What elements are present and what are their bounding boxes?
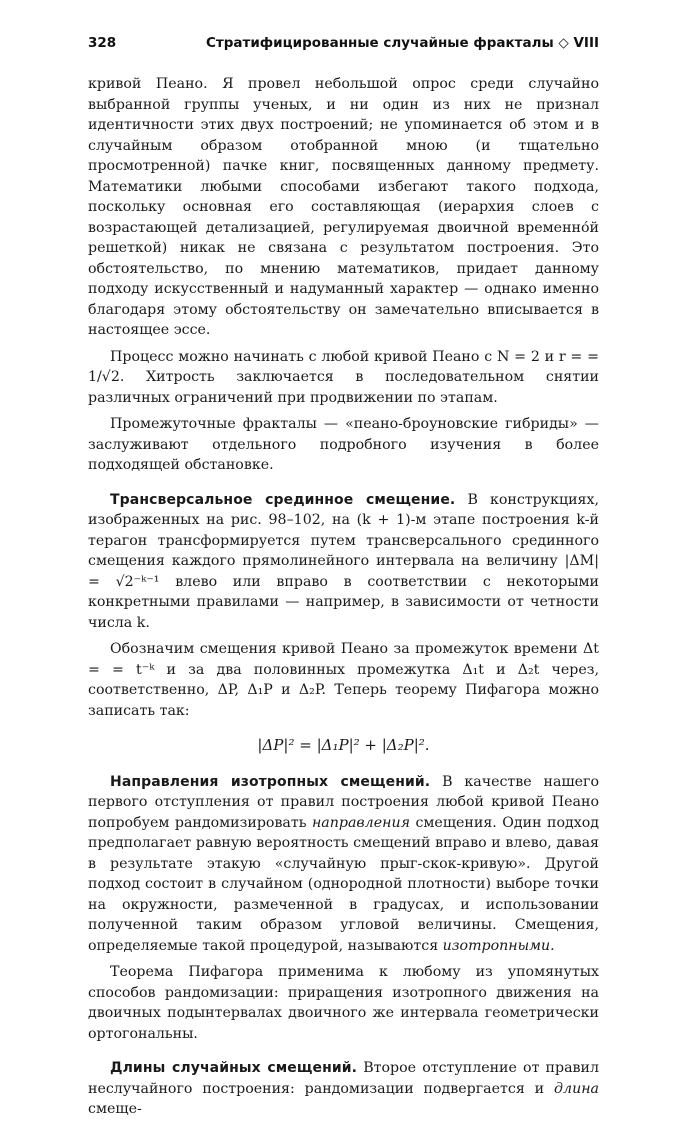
paragraph-pythagoras: Теорема Пифагора применима к любому из упомянутых способов рандомизации: приращения изотропного движения на двоичных подынтервалах двоичного же интервала геометрически ортогональны. bbox=[88, 964, 599, 1042]
section-text-isotropic-a: В качестве нашего первого отступления от правил построения любой кривой Пеано попробуем рандомизировать bbox=[88, 773, 600, 831]
section-isotropic bbox=[88, 772, 599, 957]
paragraph-displacements: Обозначим смещения кривой Пеано за промежуток времени Δt = = t⁻ᵏ и за два половинных промежутка Δ₁t и Δ₂t через, соответственно, ΔP, Δ₁P и Δ₂P. Теперь теорему Пифагора можно записать так: bbox=[88, 641, 599, 719]
emphasis-directions: направления bbox=[311, 814, 410, 831]
paragraph-process: Процесс можно начинать с любой кривой Пеано с N = 2 и r = = 1/√2. Хитрость заключается в последовательном снятии различных ограничений при продвижении по этапам. bbox=[88, 348, 599, 406]
section-transverse bbox=[88, 490, 599, 634]
section-heading-isotropic: Направления изотропных смещений. bbox=[110, 773, 431, 790]
section-heading-transverse: Трансверсальное срединное смещение. bbox=[110, 491, 456, 508]
emphasis-length: длина bbox=[554, 1080, 600, 1097]
page-body bbox=[88, 74, 599, 1126]
running-header bbox=[88, 35, 599, 55]
emphasis-isotropic: изотропными. bbox=[442, 937, 555, 954]
paragraph-continuation: кривой Пеано. Я провел небольшой опрос среди случайно выбранной группы ученых, и ни один из них не признал идентичности этих двух построений; не упоминается об этом и в случайным образом отобранной мною (и тщательно просмотренной) пачке книг, посвященных данному предмету. Математики любыми способами избегают такого подхода, поскольку основная его составляющая (иерархия слоев с возрастающей детализацией, регулируемая двоичной временно́й решеткой) никак не связана с результатом построения. Это обстоятельство, по мнению математиков, придает данному подходу искусственный и надуманный характер — однако именно благодаря этому обстоятельству он замечательно вписывается в настоящее эссе. bbox=[88, 76, 599, 338]
pythagoras-formula: |ΔP|² = |Δ₁P|² + |Δ₂P|². bbox=[257, 736, 430, 754]
page-number: 328 bbox=[88, 35, 117, 51]
section-lengths bbox=[88, 1058, 599, 1120]
running-title: Стратифицированные случайные фракталы ◇ VIII bbox=[206, 35, 599, 51]
section-text-lengths-a: Второе отступление от правил неслучайного построения: рандомизации подвергается и bbox=[88, 1060, 600, 1097]
section-text-lengths-b: смеще- bbox=[88, 1101, 142, 1117]
paragraph-hybrids: Промежуточные фракталы — «пеано-броуновские гибриды» — заслуживают отдельного подробного изучения в более подходящей обстановке. bbox=[88, 416, 599, 473]
section-text-transverse: В конструкциях, изображенных на рис. 98–102, на (k + 1)-м этапе построения k-й терагон трансформируется путем трансверсального срединного смещения каждого прямолинейного интервала на величину |ΔM| = √2⁻ᵏ⁻¹ влево или вправо в соответствии с некоторыми конкретными правилами — например, в зависимости от четности числа k. bbox=[88, 491, 599, 631]
section-text-isotropic-b: смещения. Один подход предполагает равную вероятность смещений вправо и влево, давая в результате этакую «случайную прыг-скок-кривую». Другой подход состоит в случайном (однородной плотности) выборе точки на окружности, размеченной в градусах, и использовании полученной таким образом угловой величины. Смещения, определяемые такой процедурой, называются bbox=[88, 814, 599, 954]
section-heading-lengths: Длины случайных смещений. bbox=[110, 1060, 358, 1076]
